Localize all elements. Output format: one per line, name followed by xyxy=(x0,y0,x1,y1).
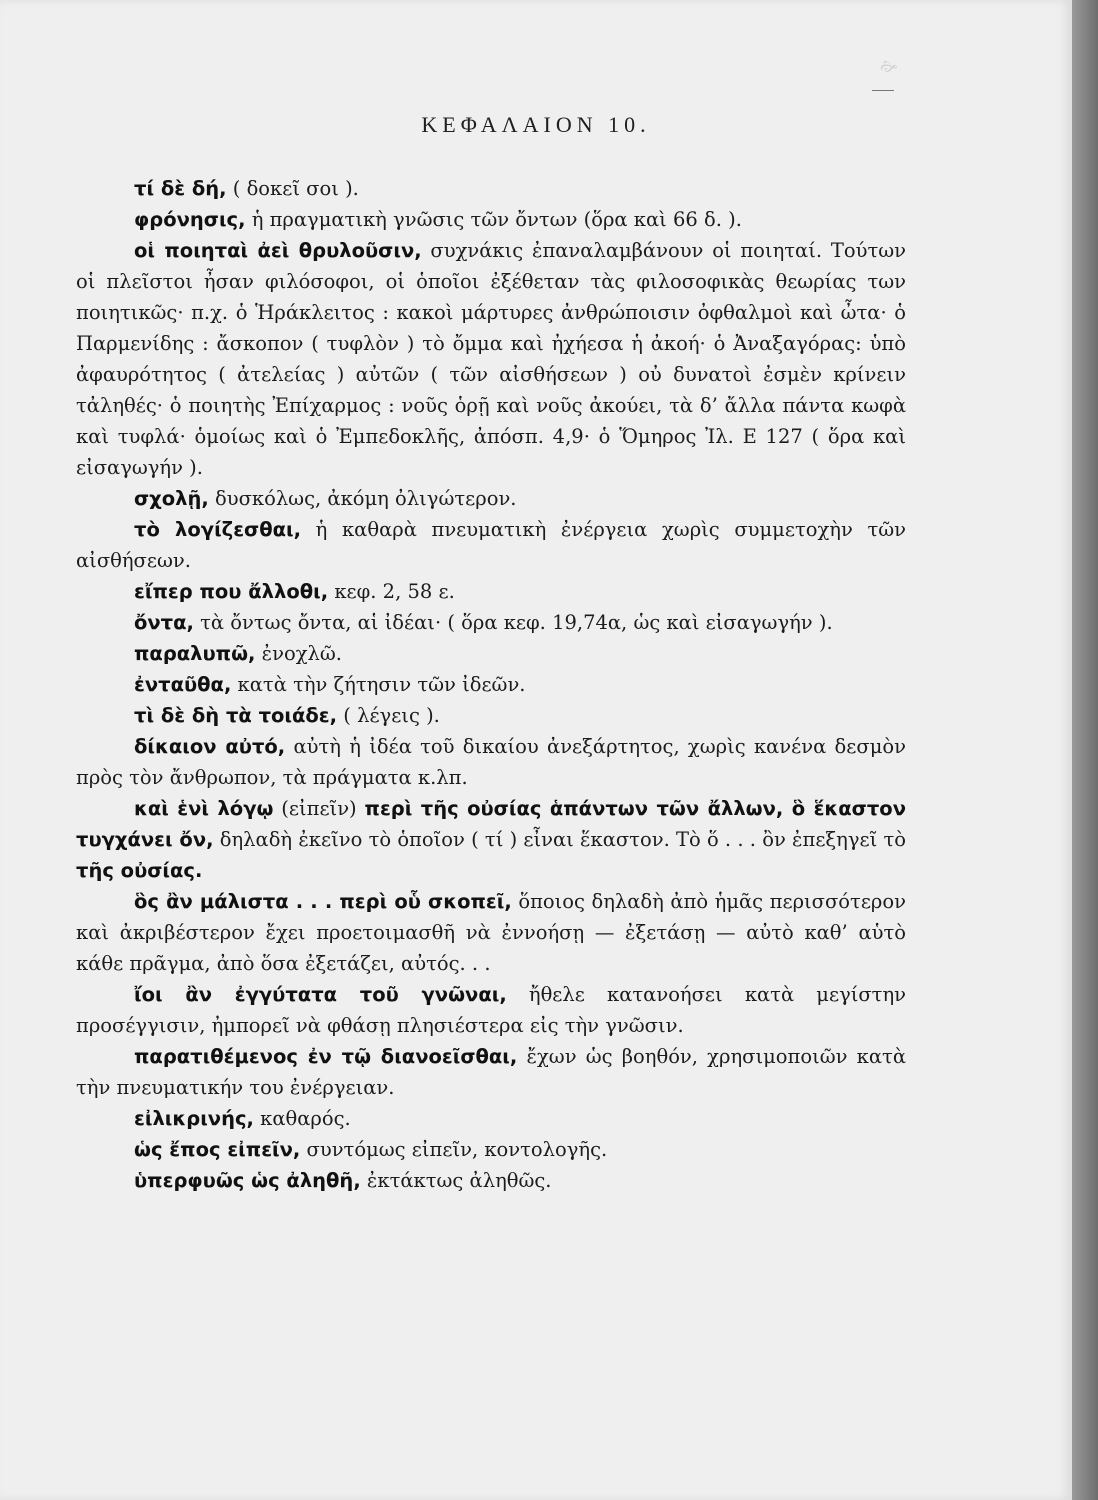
lemma: ἐνταῦθα, xyxy=(134,673,232,696)
entry xyxy=(76,793,906,886)
entry xyxy=(76,886,906,979)
lemma: δίκαιον αὐτό, xyxy=(134,735,286,758)
entry xyxy=(76,1103,906,1134)
gloss: ( δοκεῖ σοι ). xyxy=(226,177,359,200)
entry xyxy=(76,173,906,204)
lemma: οἱ ποιηταὶ ἀεὶ θρυλοῦσιν, xyxy=(134,239,422,262)
entry xyxy=(76,731,906,793)
lemma: σχολῇ, xyxy=(134,487,209,510)
commentary-text xyxy=(76,173,906,1196)
entry xyxy=(76,700,906,731)
gloss: κεφ. 2, 58 ε. xyxy=(328,580,455,603)
entry xyxy=(76,576,906,607)
gloss: συντόμως εἰπεῖν, κοντολογῆς. xyxy=(300,1138,608,1161)
lemma: περὶ τῆς οὐσίας ἁπάντων τῶν ἄλλων, ὃ ἕκαστον τυγχάνει ὄν, xyxy=(76,797,906,851)
entry xyxy=(76,1041,906,1103)
scan-border xyxy=(1072,0,1098,1500)
gloss: αὐτὴ ἡ ἰδέα τοῦ δικαίου ἀνεξάρτητος, χωρὶς κανένα δεσμὸν πρὸς τὸν ἄνθρωπον, τὰ πράγματα κ.λπ. xyxy=(76,735,906,789)
gloss: συχνάκις ἐπαναλαμβάνουν οἱ ποιηταί. Τούτων οἱ πλεῖστοι ἦσαν φιλόσοφοι, οἱ ὁποῖοι ἐξέθεταν τὰς φιλοσοφικὰς θεωρίας των ποιητικῶς· π.χ. ὁ Ἡράκλειτος : κακοὶ μάρτυρες ἀνθρώποισιν ὀφθαλμοὶ καὶ ὦτα· ὁ Παρμενίδης : ἄσκοπον ( τυφλὸν ) τὸ ὄμμα καὶ ἠχήεσα ἡ ἀκοή· ὁ Ἀναξαγόρας: ὑπὸ ἀφαυρότητος ( ἀτελείας ) αὐτῶν ( τῶν αἰσθήσεων ) οὐ δυνατοὶ ἐσμὲν κρίνειν τἀληθές· ὁ ποιητὴς Ἐπίχαρμος : νοῦς ὁρῇ καὶ νοῦς ἀκούει, τὰ δ’ ἄλλα πάντα κωφὰ καὶ τυφλά· ὁμοίως καὶ ὁ Ἐμπεδοκλῆς, ἀπόσπ. 4,9· ὁ Ὅμηρος Ἰλ. Ε 127 ( ὅρα καὶ εἰσαγωγήν ). xyxy=(76,239,906,479)
lemma: παραλυπῶ, xyxy=(134,642,256,665)
lemma: εἴπερ που ἄλλοθι, xyxy=(134,580,329,603)
gloss: ἐνοχλῶ. xyxy=(255,642,342,665)
gloss: καθαρός. xyxy=(253,1107,351,1130)
entry xyxy=(76,669,906,700)
gloss: ἐκτάκτως ἀληθῶς. xyxy=(360,1169,552,1192)
entry xyxy=(76,607,906,638)
lemma: ὃς ἂν μάλιστα . . . περὶ οὗ σκοπεῖ, xyxy=(134,890,512,913)
lemma: ὡς ἔπος εἰπεῖν, xyxy=(134,1138,301,1161)
gloss: δυσκόλως, ἀκόμη ὀλιγώτερον. xyxy=(208,487,517,510)
gloss: τὰ ὄντως ὄντα, αἱ ἰδέαι· ( ὅρα κεφ. 19,74α, ὡς καὶ εἰσαγωγήν ). xyxy=(193,611,833,634)
entry xyxy=(76,204,906,235)
entry xyxy=(76,638,906,669)
chapter-heading: ΚΕΦΑΛΑΙΟΝ 10. xyxy=(421,112,651,137)
lemma: ἴοι ἂν ἐγγύτατα τοῦ γνῶναι, xyxy=(134,983,507,1006)
entry xyxy=(76,235,906,483)
lemma: ὄντα, xyxy=(134,611,194,634)
lemma: παρατιθέμενος ἐν τῷ διανοεῖσθαι, xyxy=(134,1045,518,1068)
lemma: καὶ ἑνὶ λόγῳ xyxy=(134,797,274,820)
entry xyxy=(76,979,906,1041)
gloss: ἔχων ὡς βοηθόν, χρησιμοποιῶν κατὰ τὴν πνευματικήν του ἐνέργειαν. xyxy=(76,1045,906,1099)
lemma: τί δὲ δή, xyxy=(134,177,227,200)
entry xyxy=(76,514,906,576)
gloss: ἤθελε κατανοήσει κατὰ μεγίστην προσέγγισιν, ἠμπορεῖ νὰ φθάσῃ πλησιέστερα εἰς τὴν γνῶσιν. xyxy=(76,983,907,1037)
gloss: ( λέγεις ). xyxy=(337,704,440,727)
gloss: ὅποιος δηλαδὴ ἀπὸ ἡμᾶς περισσότερον καὶ ἀκριβέστερον ἔχει προετοιμασθῆ νὰ ἐννοήσῃ — ἐξετάσῃ — αὐτὸ καθ’ αὑτὸ κάθε πρᾶγμα, ἀπὸ ὅσα ἐξετάζει, αὐτός. . . xyxy=(76,890,906,975)
gloss: ἡ πραγματικὴ γνῶσις τῶν ὄντων (ὅρα καὶ 66 δ. ). xyxy=(245,208,742,231)
gloss: δηλαδὴ ἐκεῖνο τὸ ὁποῖον ( τί ) εἶναι ἕκαστον. Τὸ ὅ . . . ὂν ἐπεξηγεῖ τὸ xyxy=(213,828,906,851)
bleed-through-mark: 🙚 xyxy=(880,57,898,78)
lemma: εἰλικρινής, xyxy=(134,1107,254,1130)
lemma: τῆς οὐσίας. xyxy=(76,859,203,882)
gloss: ἡ καθαρὰ πνευματικὴ ἐνέργεια χωρὶς συμμετοχὴν τῶν αἰσθήσεων. xyxy=(76,518,907,572)
lemma: τὸ λογίζεσθαι, xyxy=(134,518,302,541)
entry xyxy=(76,1165,906,1196)
corner-dash xyxy=(872,90,894,91)
entry xyxy=(76,1134,906,1165)
lemma: ὑπερφυῶς ὡς ἀληθῆ, xyxy=(134,1169,361,1192)
gloss: (εἰπεῖν) xyxy=(273,797,365,820)
lemma: φρόνησις, xyxy=(134,208,246,231)
gloss: κατὰ τὴν ζήτησιν τῶν ἰδεῶν. xyxy=(231,673,526,696)
entry xyxy=(76,483,906,514)
lemma: τὶ δὲ δὴ τὰ τοιάδε, xyxy=(134,704,338,727)
